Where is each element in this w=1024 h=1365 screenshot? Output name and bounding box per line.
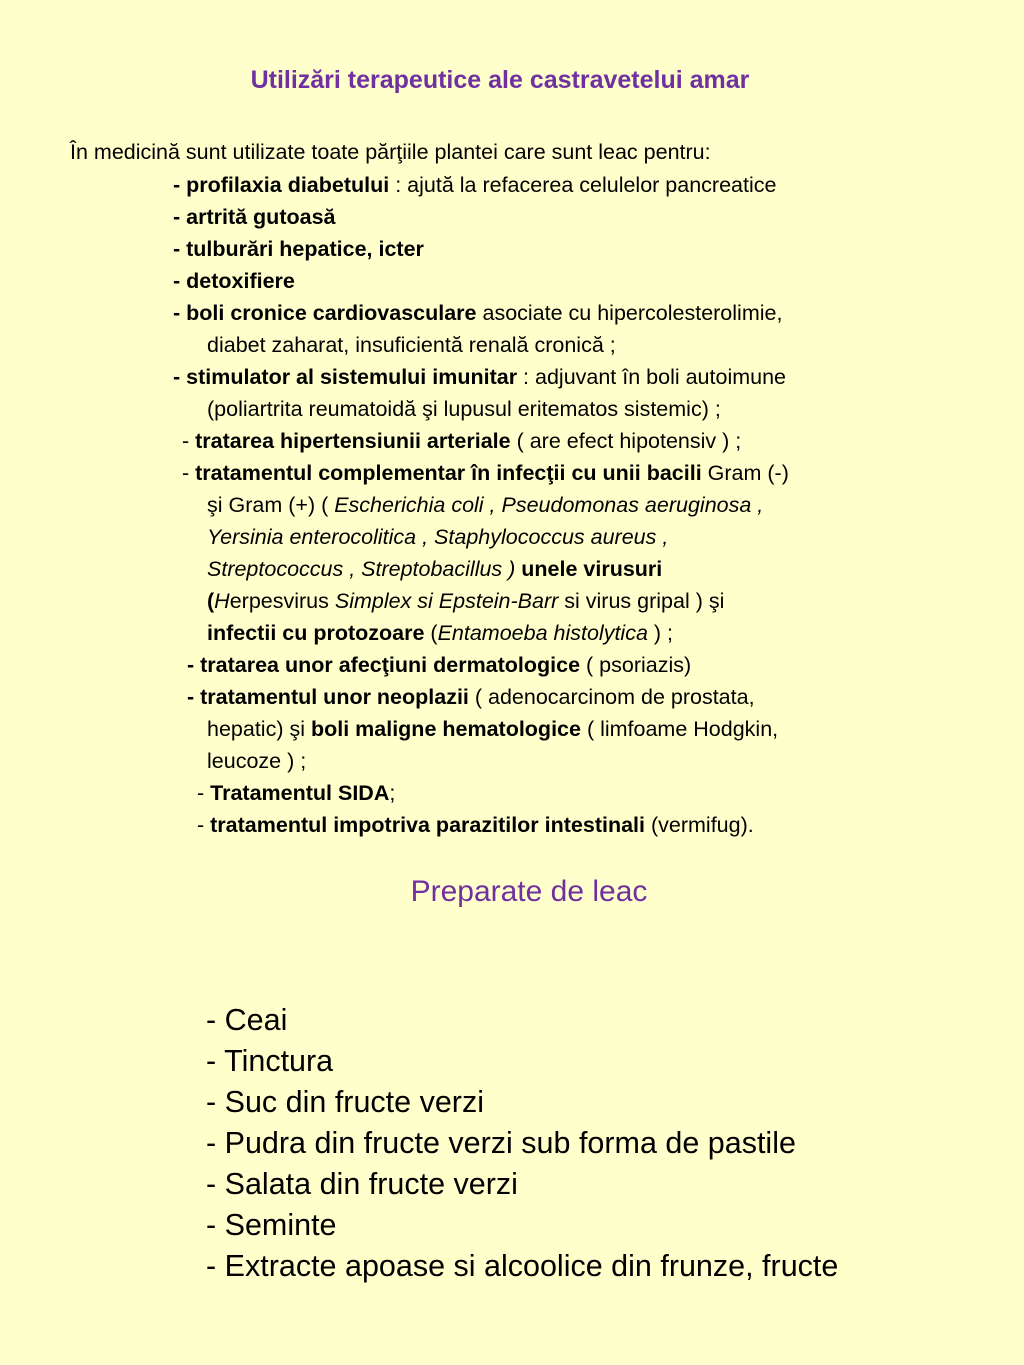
- use-neoplasia: - tratamentul unor neoplazii ( adenocarcinom de prostata,: [187, 685, 755, 709]
- use-infections: - tratamentul complementar în infecţii cu unii bacili Gram (-): [182, 461, 789, 485]
- preparations-list: [206, 1000, 838, 1287]
- page-title: Utilizări terapeutice ale castravetelui amar: [250, 66, 750, 94]
- use-dermatologic: - tratarea unor afecţiuni dermatologice ( psoriazis): [187, 653, 692, 677]
- use-infections-cont-4: (Herpesvirus Simplex si Epstein-Barr si virus gripal ) şi: [207, 589, 725, 613]
- use-infections-cont-1: şi Gram (+) ( Escherichia coli , Pseudomonas aeruginosa ,: [207, 493, 764, 517]
- use-immune: - stimulator al sistemului imunitar : adjuvant în boli autoimune: [173, 365, 787, 389]
- list-item: - Ceai: [206, 1003, 288, 1037]
- use-parasites: - tratamentul impotriva parazitilor intestinali (vermifug).: [197, 813, 754, 837]
- use-immune-cont: (poliartrita reumatoidă şi lupusul eritematos sistemic) ;: [207, 397, 721, 421]
- use-arthritis: - artrită gutoasă: [173, 205, 336, 229]
- use-diabetes: - profilaxia diabetului : ajută la refacerea celulelor pancreatice: [173, 173, 777, 197]
- list-item: - Salata din fructe verzi: [206, 1167, 518, 1201]
- use-infections-cont-5: infectii cu protozoare (Entamoeba histolytica ) ;: [207, 621, 673, 645]
- use-infections-cont-3: Streptococcus , Streptobacillus ) unele virusuri: [207, 557, 663, 581]
- intro-text: În medicină sunt utilizate toate părţiile plantei care sunt leac pentru:: [70, 140, 711, 164]
- use-hypertension: - tratarea hipertensiunii arteriale ( are efect hipotensiv ) ;: [182, 429, 742, 453]
- list-item: - Suc din fructe verzi: [206, 1085, 484, 1119]
- list-item: - Pudra din fructe verzi sub forma de pastile: [206, 1126, 796, 1160]
- use-neoplasia-cont-2: leucoze ) ;: [207, 749, 307, 773]
- list-item: - Seminte: [206, 1208, 337, 1242]
- use-hepatic: - tulburări hepatice, icter: [173, 237, 424, 261]
- list-item: - Tinctura: [206, 1044, 334, 1078]
- use-detox: - detoxifiere: [173, 269, 295, 293]
- use-neoplasia-cont-1: hepatic) şi boli maligne hematologice ( limfoame Hodgkin,: [207, 717, 779, 741]
- section-subtitle: Preparate de leac: [410, 875, 648, 908]
- use-infections-cont-2: Yersinia enterocolitica , Staphylococcus aureus ,: [207, 525, 669, 549]
- use-cardiovascular: - boli cronice cardiovasculare asociate cu hipercolesterolimie,: [173, 301, 783, 325]
- list-item: - Extracte apoase si alcoolice din frunze, fructe: [206, 1249, 839, 1283]
- use-cardiovascular-cont: diabet zaharat, insuficientă renală cronică ;: [207, 333, 616, 357]
- use-sida: - Tratamentul SIDA;: [197, 781, 396, 805]
